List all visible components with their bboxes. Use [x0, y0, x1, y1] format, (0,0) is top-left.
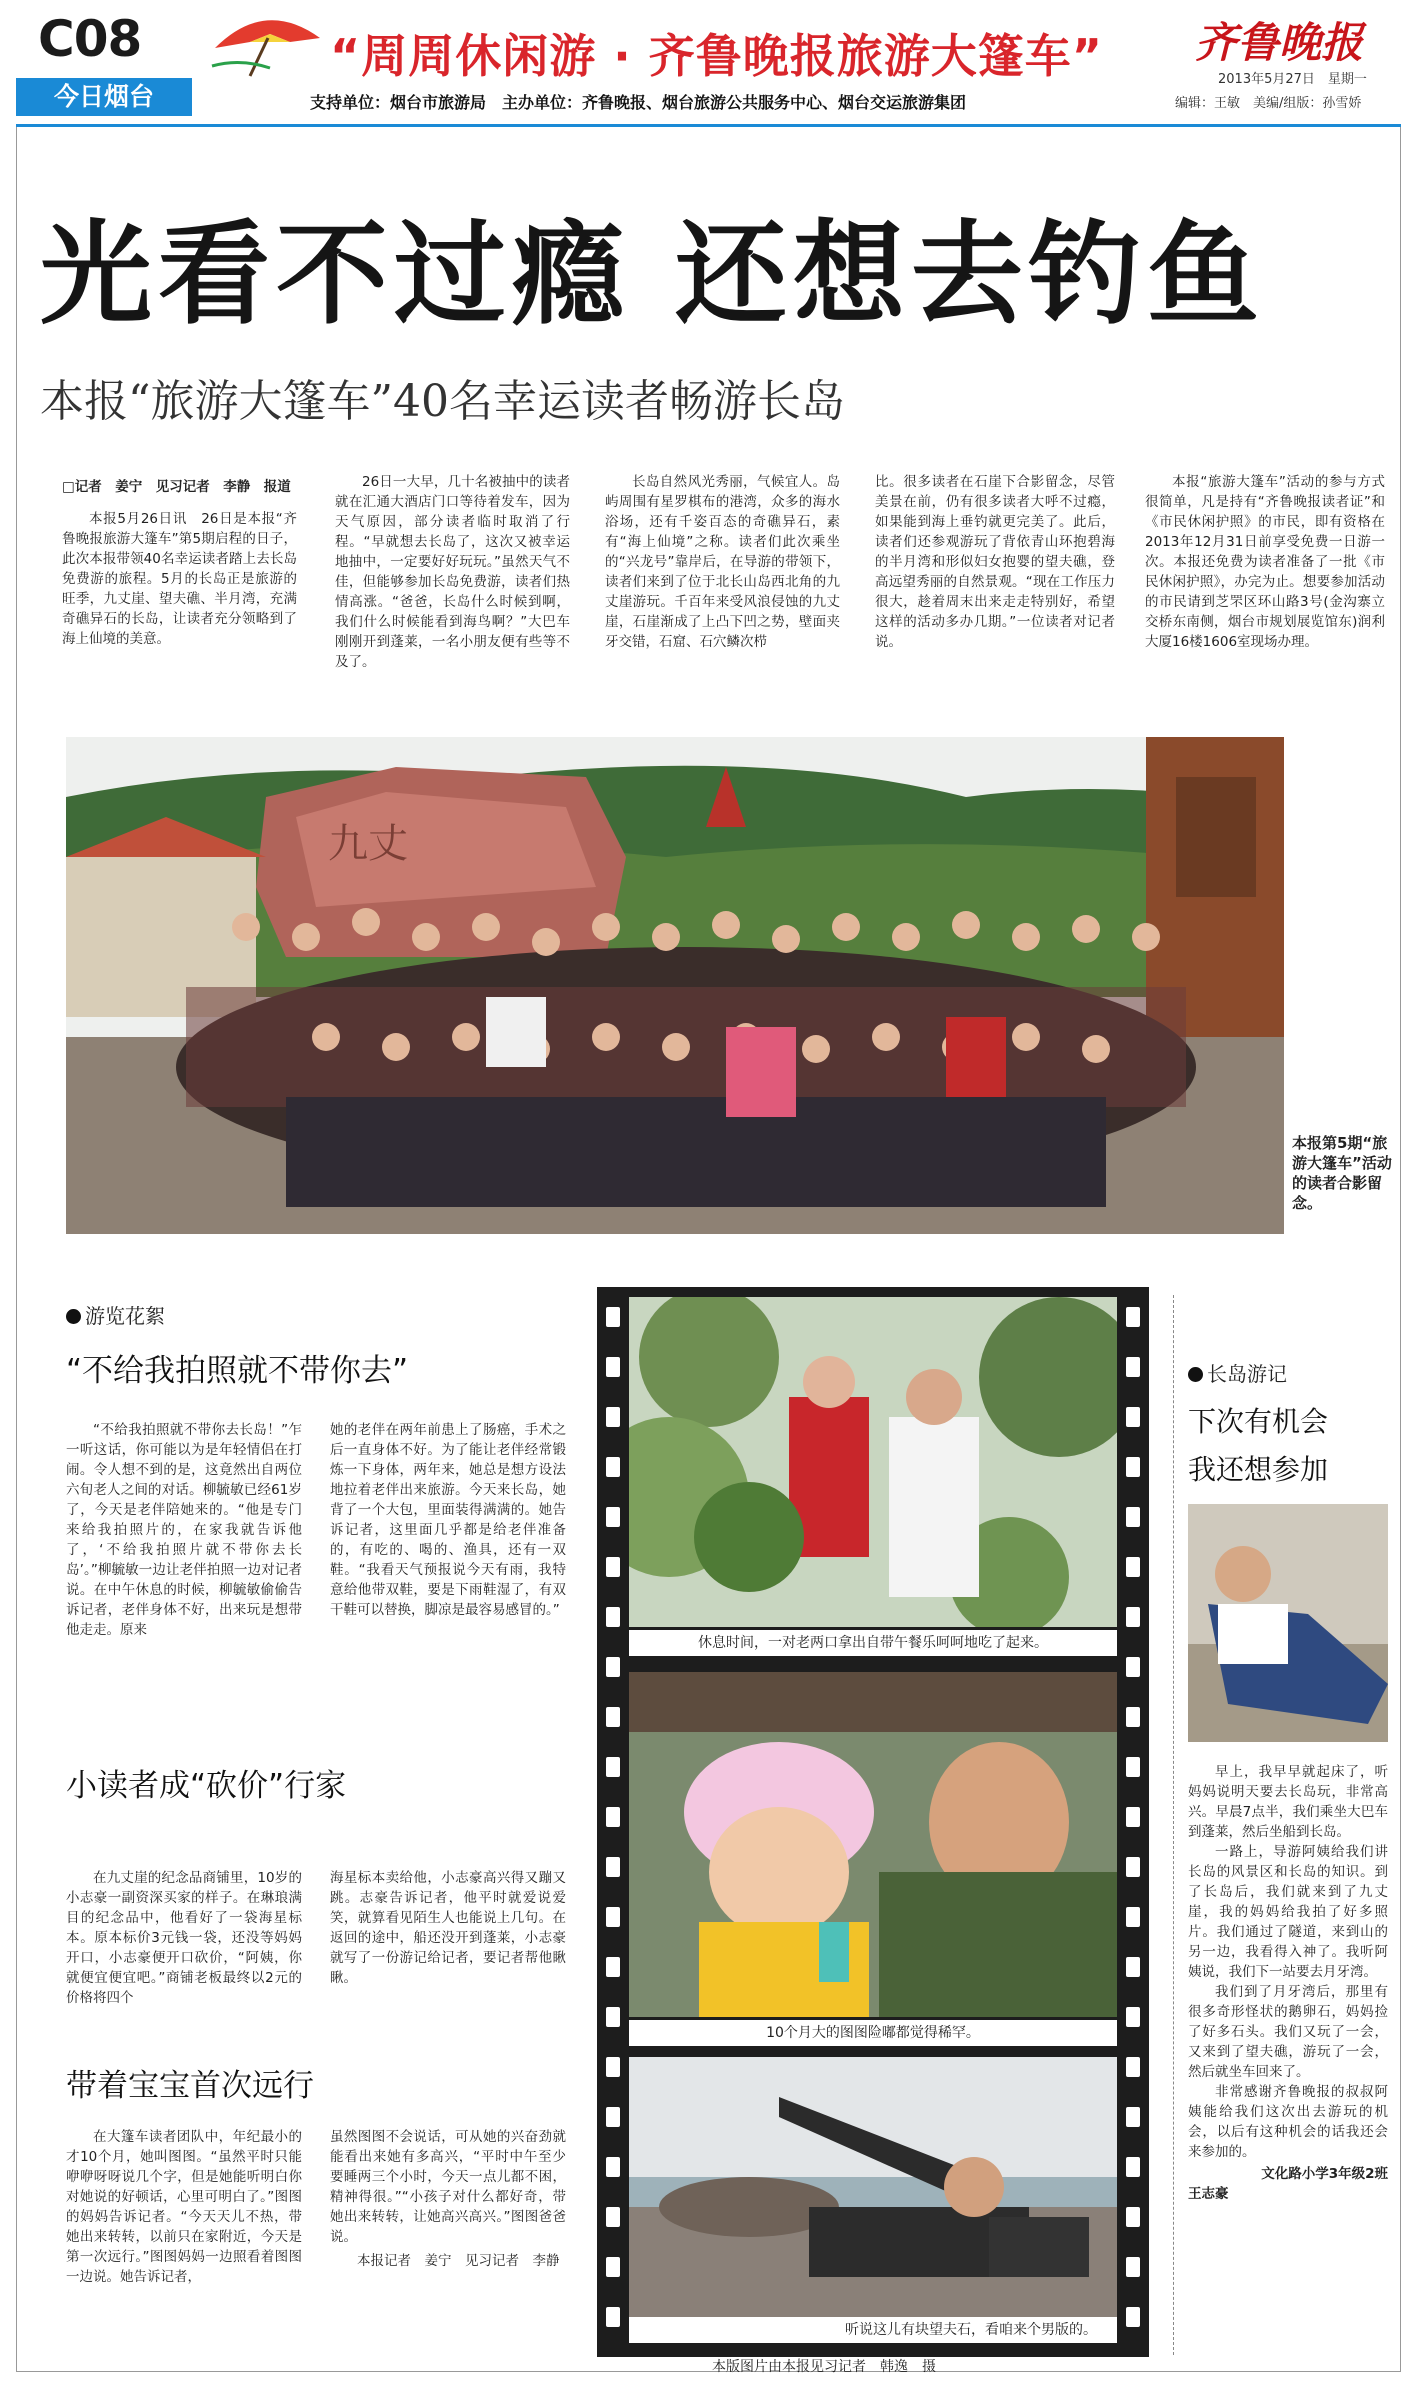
paragraph: 她的老伴在两年前患上了肠癌，手术之后一直身体不好。为了能让老伴经常锻炼一下身体，两年来，她总是想方设法地拉着老伴出来旅游。今天来长岛，她背了一个大包，里面装得满满的。她告诉记者，这里面几乎都是给老伴准备的，有吃的、喝的、渔具，还有一双鞋。“我看天气预报说今天有雨，我特意给他带双鞋，要是下雨鞋湿了，有双干鞋可以替换，脚凉是最容易感冒的。”: [330, 1422, 566, 1618]
paragraph: 我们到了月牙湾后，那里有很多奇形怪状的鹅卵石，妈妈捡了好多石头。我们又玩了一会，又来到了望夫礁，游玩了一会，然后就坐车回来了。: [1188, 1984, 1388, 2080]
story-2-column-1: [66, 1868, 302, 2008]
article-column-1: [62, 477, 297, 649]
rock-sign: 九丈: [328, 821, 408, 867]
section-tag-tour-notes: 游览花絮: [66, 1300, 165, 1329]
film-photo-lunch: [629, 1297, 1117, 1627]
paragraph: 一路上，导游阿姨给我们讲长岛的风景区和长岛的知识。到了长岛后，我们就来到了九丈崖，我的妈妈给我拍了好多照片。我们通过了隧道，来到山的另一边，我看得入神了。我听阿姨说，我们下一站要去月牙湾。: [1188, 1844, 1388, 1980]
subheadline: 本报“旅游大篷车”40名幸运读者畅游长岛: [40, 376, 845, 427]
paragraph: 本报5月26日讯 26日是本报“齐鲁晚报旅游大篷车”第5期启程的日子，此次本报带领40名幸运读者踏上去长岛免费游的旅程。5月的长岛正是旅游的旺季，九丈崖、望夫礁、半月湾，充满奇礁异石的长岛，让读者充分领略到了海上仙境的美意。: [62, 511, 297, 647]
article-column-5: [1145, 472, 1385, 652]
story-3-column-1: [66, 2127, 302, 2287]
paragraph: 非常感谢齐鲁晚报的叔叔阿姨能给我们这次出去游玩的机会，以后有这种机会的话我还会来参加的。: [1188, 2084, 1388, 2160]
issue-date: 2013年5月27日 星期一: [1218, 72, 1367, 87]
film-photo-pose: [629, 2057, 1117, 2317]
story-byline: 本报记者 姜宁 见习记者 李静: [357, 2253, 560, 2269]
paragraph: 26日一大早，几十名被抽中的读者就在汇通大酒店门口等待着发车，因为天气原因，部分读者临时取消了行程。“早就想去长岛了，这次又被幸运地抽中，一定要好好玩玩。”虽然天气不佳，但能够参加长岛免费游，读者们热情高涨。“爸爸，长岛什么时候到啊，我们什么时候能看到海鸟啊？”大巴车刚刚开到蓬莱，一名小朋友便有些等不及了。: [335, 474, 570, 670]
paragraph: 长岛自然风光秀丽，气候宜人。岛屿周围有星罗棋布的港湾，众多的海水浴场，还有千姿百态的奇礁异石，素有“海上仙境”之称。读者们此次乘坐的“兴龙号”靠岸后，在导游的带领下，读者们来到了位于北长山岛西北角的九丈崖游玩。千百年来受风浪侵蚀的九丈崖，石崖渐成了上凸下凹之势，壁面夹牙交错，石窟、石穴鳞次栉: [605, 474, 840, 650]
section-tab: 今日烟台: [16, 78, 192, 116]
story-title-3: 带着宝宝首次远行: [66, 2068, 314, 2104]
bullet-icon: [1188, 1367, 1203, 1382]
paragraph: “不给我拍照就不带你去长岛！”乍一听这话，你可能以为是年轻情侣在打闹。令人想不到的是，这竟然出自两位六旬老人之间的对话。柳毓敏已经61岁了，今天是老伴陪她来的。“他是专门来给我拍照片的，在家我就告诉他了，‘不给我拍照片就不带你去长岛’。”柳毓敏一边让老伴拍照一边对记者说。在中午休息的时候，柳毓敏偷偷告诉记者，老伴身体不好，出来玩是想带他走走。原来: [66, 1422, 302, 1638]
paragraph: 比。很多读者在石崖下合影留念，尽管美景在前，仍有很多读者大呼不过瘾，如果能到海上垂钓就更完美了。此后，读者们还参观游玩了背依青山环抱碧海的半月湾和形似妇女抱婴的望夫礁，登高远望秀丽的自然景观。“现在工作压力很大，趁着周末出来走走特别好，希望这样的活动多办几期。”一位读者对记者说。: [875, 474, 1115, 650]
sponsor-line: 支持单位：烟台市旅游局 主办单位：齐鲁晚报、烟台旅游公共服务中心、烟台交运旅游集团: [310, 93, 967, 112]
banner-title: “周周休闲游 · 齐鲁晚报旅游大篷车”: [330, 29, 1103, 83]
sidebar-divider: [1173, 1295, 1174, 2355]
story-3-column-2: [330, 2127, 566, 2271]
story-1-column-1: [66, 1420, 302, 1640]
section-tag-travelogue: 长岛游记: [1188, 1358, 1287, 1387]
paragraph: 在大篷车读者团队中，年纪最小的才10个月，她叫图图。“虽然平时只能咿咿呀呀说几个字，但是她能听明白你对她说的好顿话，心里可明白了。”图图的妈妈告诉记者。“今天天儿不热，带她出来转转，以前只在家附近，今天是第一次远行。”图图妈妈一边照看着图图一边说。她告诉记者，: [66, 2129, 302, 2285]
group-photo-caption: 本报第5期“旅游大篷车”活动的读者合影留念。: [1292, 1134, 1392, 1212]
paragraph: 在九丈崖的纪念品商铺里，10岁的小志豪一副资深买家的样子。在琳琅满目的纪念品中，他看好了一袋海星标本。原本标价3元钱一袋，还没等妈妈开口，小志豪便开口砍价，“阿姨，你就便宜便宜吧。”商铺老板最终以2元的价格将四个: [66, 1870, 302, 2006]
paragraph: 虽然图图不会说话，可从她的兴奋劲就能看出来她有多高兴，“平时中午至少要睡两三个小时，今天一点儿都不困，精神得很。”“小孩子对什么都好奇，带她出来转转，让她高兴高兴。”图图爸爸说。: [330, 2129, 566, 2245]
author-name: 王志豪: [1188, 2186, 1229, 2202]
byline: □记者 姜宁 见习记者 李静 报道: [62, 479, 291, 495]
paragraph: 海星标本卖给他，小志豪高兴得又蹦又跳。志豪告诉记者，他平时就爱说爱笑，就算看见陌生人也能说上几句。在返回的途中，船还没开到蓬莱，小志豪就写了一份游记给记者，要记者帮他瞅瞅。: [330, 1870, 566, 1986]
headline: 光看不过瘾 还想去钓鱼: [40, 210, 1265, 340]
story-title-1: “不给我拍照就不带你去”: [66, 1353, 409, 1389]
photo-credit: 本版图片由本报见习记者 韩逸 摄: [712, 2359, 936, 2375]
bullet-icon: [66, 1309, 81, 1324]
travelogue-body: [1188, 1762, 1388, 2204]
film-photo-baby: [629, 1672, 1117, 2017]
paragraph: 本报“旅游大篷车”活动的参与方式很简单，凡是持有“齐鲁晚报读者证”和《市民休闲护照》的市民，即有资格在2013年12月31日前享受免费一日游一次。本报还免费为读者准备了一批《市民休闲护照》，办完为止。想要参加活动的市民请到芝罘区环山路3号(金沟寨立交桥东南侧，烟台市规划展览馆东)润利大厦16楼1606室现场办理。: [1145, 474, 1385, 650]
story-2-column-2: [330, 1868, 566, 1988]
story-title-2: 小读者成“砍价”行家: [66, 1768, 347, 1804]
story-1-column-2: [330, 1420, 566, 1620]
travelogue-title-line-1: 下次有机会: [1188, 1405, 1329, 1438]
article-column-4: [875, 472, 1115, 704]
group-photo: [66, 737, 1284, 1234]
article-column-3: [605, 472, 840, 702]
article-column-2: [335, 472, 570, 672]
paragraph: 早上，我早早就起床了，听妈妈说明天要去长岛玩，非常高兴。早晨7点半，我们乘坐大巴车到蓬莱，然后坐船到长岛。: [1188, 1764, 1388, 1840]
film-caption-2: 10个月大的图图险嘟都觉得稀罕。: [629, 2020, 1117, 2046]
author-school: 文化路小学3年级2班: [1261, 2166, 1388, 2182]
page-number: C08: [38, 10, 142, 68]
boy-photo: [1188, 1504, 1388, 1742]
umbrella-icon: [210, 8, 325, 78]
travelogue-title-line-2: 我还想参加: [1188, 1453, 1329, 1486]
editor-credits: 编辑：王敏 美编/组版：孙雪娇: [1175, 96, 1362, 111]
newspaper-brand: 齐鲁晚报: [1195, 18, 1364, 67]
film-caption-1: 休息时间，一对老两口拿出自带午餐乐呵呵地吃了起来。: [629, 1630, 1117, 1656]
film-strip: [597, 1287, 1149, 2357]
film-caption-3: 听说这儿有块望夫石，看咱来个男版的。: [629, 2317, 1117, 2343]
